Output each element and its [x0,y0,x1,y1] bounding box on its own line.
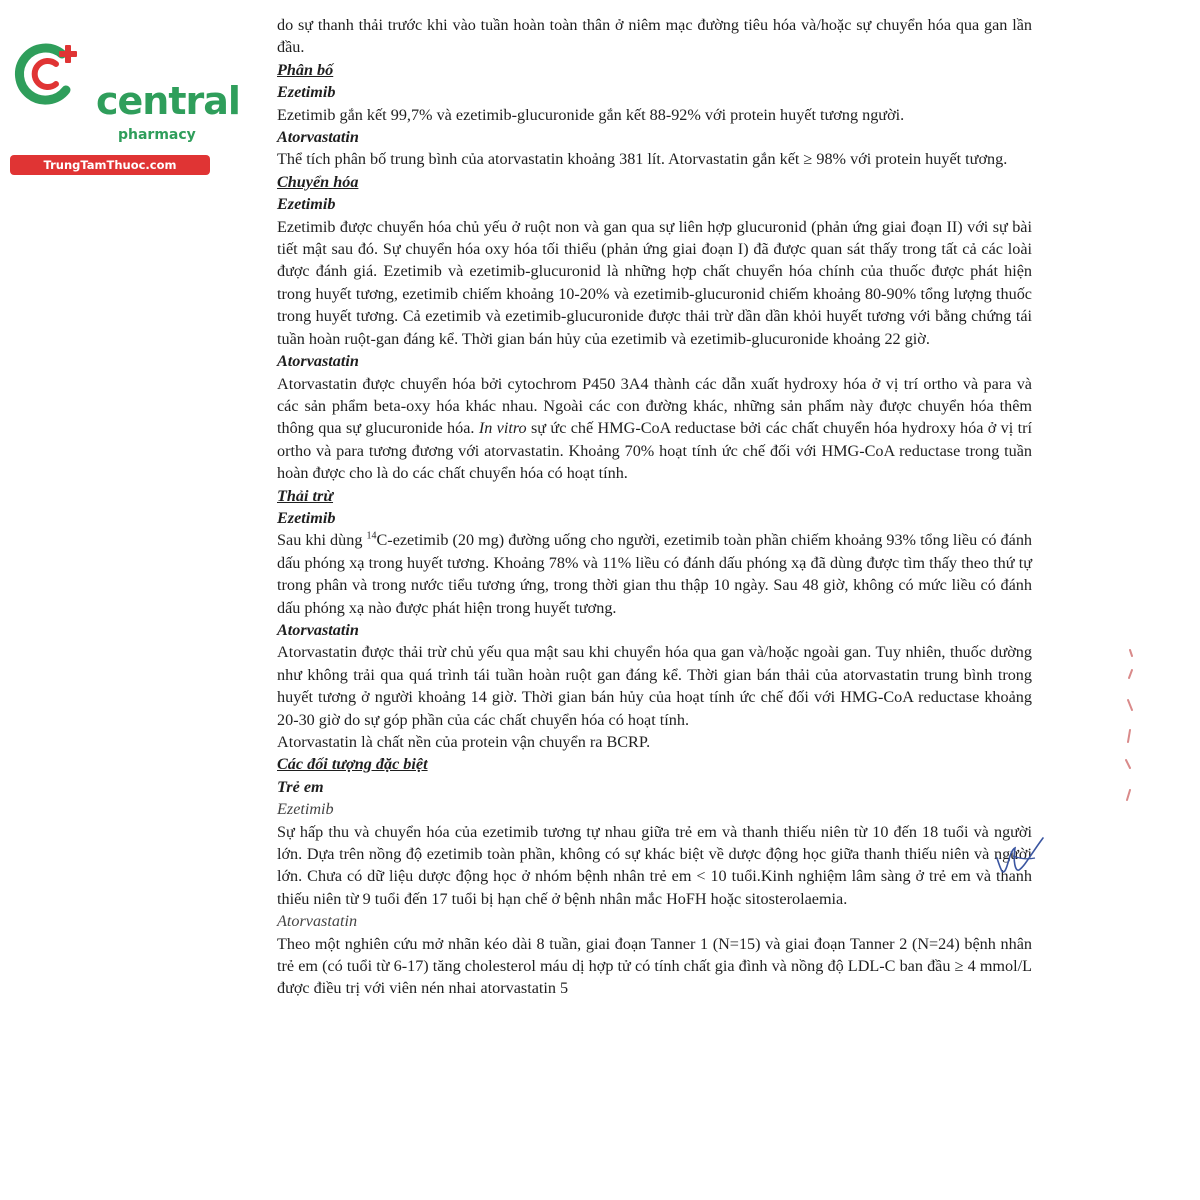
elimination-ezetimib-label: Ezetimib [277,508,336,527]
metabolism-atorvastatin-text-b: sự ức chế HMG-CoA reductase bởi các chất chuyển hóa hydroxy hóa ở vị trí ortho và para tương đương với atorvastatin. Khoảng 70% hoạt tính ức chế đối với HMG-CoA reductase trong tuần hoàn được cho là do các chất chuyển hóa có hoạt tính. [277,419,1033,483]
intro-paragraph: do sự thanh thải trước khi vào tuần hoàn toàn thân ở niêm mạc đường tiêu hóa và/hoặc sự chuyển hóa qua gan lần đầu. [277,16,1032,57]
elimination-ezetimib-paragraph [277,529,1032,619]
logo-url-banner: TrungTamThuoc.com [10,155,210,175]
distribution-ezetimib-text: Ezetimib gắn kết 99,7% và ezetimib-glucuronide gắn kết 88-92% với protein huyết tương người. [277,105,905,124]
elimination-atorvastatin-label: Atorvastatin [277,620,359,639]
metabolism-atorvastatin-label: Atorvastatin [277,352,359,371]
isotope-superscript: 14 [366,530,377,542]
central-pharmacy-logo [10,38,240,172]
metabolism-ezetimib-label: Ezetimib [277,195,336,214]
metabolism-atorvastatin-text-a: Atorvastatin được chuyển hóa bởi cytochrom P450 3A4 thành các dẫn xuất hydroxy hóa ở vị trí ortho và para và các sản phẩm beta-oxy hóa khác nhau. Ngoài các con đường khác, những sản phẩm này được chuyển hóa thêm thông qua sự glucuronide hóa. [277,374,1032,438]
in-vitro-italic: In vitro [478,419,527,438]
children-label: Trẻ em [277,777,324,796]
elimination-ezetimib-text-a: Sau khi dùng [277,531,363,550]
pharmacy-cross-logo-icon [10,38,82,110]
special-atorvastatin-label: Atorvastatin [277,912,358,931]
distribution-atorvastatin-label: Atorvastatin [277,128,359,147]
metabolism-heading: Chuyển hóa [277,172,359,191]
special-populations-heading: Các đối tượng đặc biệt [277,755,428,774]
elimination-ezetimib-text-b: C-ezetimib (20 mg) đường uống cho người, ezetimib toàn phần chiếm khoảng 93% tổng liều có đánh dấu phóng xạ trong huyết tương. Khoảng 78% và 11% liều có đánh dấu phóng xạ đã dùng được tìm thấy theo thứ tự trong phân và trong nước tiểu tương ứng, trong thời gian thu thập 10 ngày. Sau 48 giờ, không có mức liều có đánh dấu phóng xạ nào được phát hiện trong huyết tương. [277,531,1033,617]
special-ezetimib-text: Sự hấp thu và chuyển hóa của ezetimib tương tự nhau giữa trẻ em và thanh thiếu niên từ 10 đến 18 tuổi và người lớn. Dựa trên nồng độ ezetimib toàn phần, không có sự khác biệt về dược động học giữa thanh thiếu niên và người lớn. Chưa có dữ liệu dược động học ở nhóm bệnh nhân trẻ em < 10 tuổi.Kinh nghiệm lâm sàng ở trẻ em và thanh thiếu niên từ 9 tuổi đến 17 tuổi bị hạn chế ở bệnh nhân mắc HoFH hoặc sitosterolaemia. [277,822,1032,908]
distribution-heading: Phân bố [277,60,334,79]
special-atorvastatin-text: Theo một nghiên cứu mở nhãn kéo dài 8 tuần, giai đoạn Tanner 1 (N=15) và giai đoạn Tanner 2 (N=24) bệnh nhân trẻ em (có tuổi từ 6-17) tăng cholesterol máu dị hợp tử có tính chất gia đình và nồng độ LDL-C ban đầu ≥ 4 mmol/L được điều trị với viên nén nhai atorvastatin 5 [277,934,1032,998]
logo-wordmark: central [96,79,240,123]
distribution-atorvastatin-text: Thể tích phân bố trung bình của atorvastatin khoảng 381 lít. Atorvastatin gắn kết ≥ 98% với protein huyết tương. [277,150,1008,169]
metabolism-atorvastatin-paragraph [277,373,1032,485]
handwritten-signature [985,820,1055,890]
elimination-heading: Thải trừ [277,486,334,505]
document-body [277,14,1032,1000]
elimination-atorvastatin-text: Atorvastatin được thải trừ chủ yếu qua mật sau khi chuyển hóa qua gan và/hoặc ngoài gan. Tuy nhiên, thuốc dường như không trải qua quá trình tái tuần hoàn ruột gan đáng kể. Thời gian bán thải của atorvastatin trung bình trong huyết tương ở người khoảng 14 giờ. Thời gian bán hủy của hoạt tính ức chế đối với HMG-CoA reductase khoảng 20-30 giờ do sự góp phần của các chất chuyển hóa có hoạt tính. [277,643,1032,729]
elimination-atorvastatin-note: Atorvastatin là chất nền của protein vận chuyển ra BCRP. [277,733,651,751]
metabolism-ezetimib-text: Ezetimib được chuyển hóa chủ yếu ở ruột non và gan qua sự liên hợp glucuronid (phản ứng giai đoạn II) với sự bài tiết mật sau đó. Sự chuyển hóa oxy hóa tối thiểu (phản ứng giai đoạn I) đã được quan sát thấy trong tất cả các loài được đánh giá. Ezetimib và ezetimib-glucuronid là những hợp chất chuyển hóa chính của thuốc được phát hiện trong huyết tương, ezetimib chiếm khoảng 10-20% và ezetimib-glucuronid chiếm khoảng 80-90% tổng lượng thuốc trong huyết tương. Cả ezetimib và ezetimib-glucuronide được thải trừ dần dần khỏi huyết tương với bằng chứng tái tuần hoàn ruột-gan đáng kể. Thời gian bán hủy của ezetimib và ezetimib-glucuronide khoảng 22 giờ. [277,217,1032,348]
logo-subtitle: pharmacy [118,127,196,143]
special-ezetimib-label: Ezetimib [277,800,334,819]
margin-stamp-marks [1108,640,1148,820]
distribution-ezetimib-label: Ezetimib [277,83,336,102]
